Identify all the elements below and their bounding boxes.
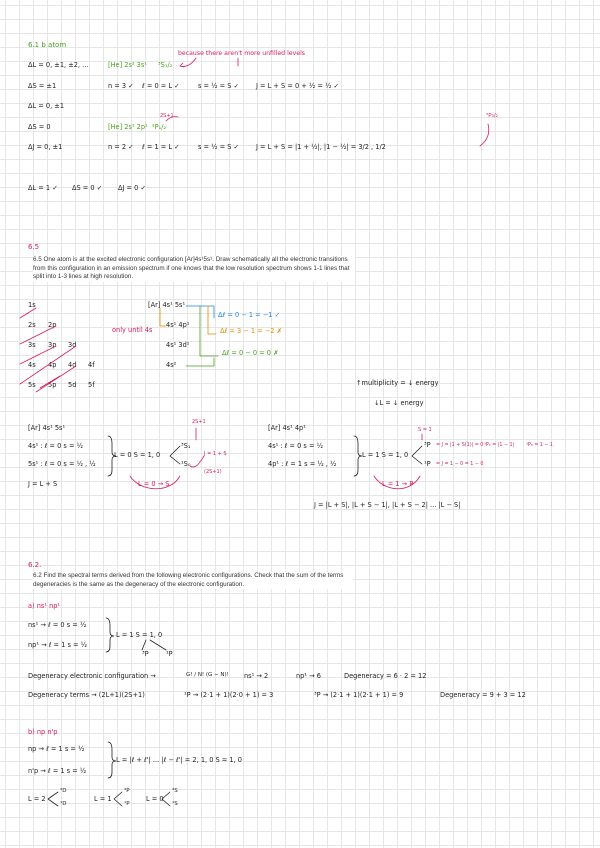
brace [108,742,116,778]
level-4s2: 4s² [166,361,177,369]
transition-blue [186,306,214,318]
left-j-note: J = 1 + S [204,451,227,457]
deg-conf-result: Degeneracy = 6 · 2 = 12 [344,672,427,680]
left-j-note-2: (2S+1) [204,469,222,475]
calc1-l: ℓ = 0 = L ✓ [142,82,180,90]
deg-terms-result: Degeneracy = 9 + 3 = 12 [440,691,526,699]
config-1: [He] 2s² 3s¹ [108,61,147,69]
j-series: J = |L + S|, |L + S − 1|, |L + S − 2| ... |L − S| [314,501,461,509]
right-ls: L = 1 S = 1, 0 [362,451,409,459]
summary-delta-s: ΔS = 0 ✓ [72,184,103,192]
b-l0: L = 0 [146,795,164,803]
calc1-s: s = ½ = S ✓ [198,82,240,90]
section-heading-6-1: 6.1 b atom [28,41,67,49]
b-l1-term-1p: ¹P [124,801,130,807]
aufbau-arrow [20,308,36,318]
section-heading-6-5: 6.5 [28,243,40,251]
b-l2: L = 2 [28,795,46,803]
right-arrow: L = 1 → P [382,480,414,488]
rule-delta-l: ΔL = 0, ±1, ±2, ... [28,61,89,69]
calc2-l: ℓ = 1 = L ✓ [142,143,180,151]
transition-orange [208,306,216,334]
orbital-label: 4f [88,361,95,369]
calc2-n: n = 2 ✓ [108,143,134,151]
orbital-label: 3s [28,341,36,349]
summary-delta-l: ΔL = 1 ✓ [28,184,58,192]
brace [354,436,362,476]
b-line-1: np → ℓ = 1 s = ½ [28,745,85,753]
orbital-label: 3p [48,341,57,349]
deg-1p: ¹P → (2·1 + 1)(2·0 + 1) = 3 [184,691,274,699]
left-line-1: 4s¹ : ℓ = 0 s = ½ [28,442,83,450]
calc2-s: s = ½ = S ✓ [198,143,240,151]
problem-6-2: 6.2 Find the spectral terms derived from the following electronic configurations. Check that the sum of the terms degeneracies is the same as the degeneracy of the electronic configuration. [33,572,353,589]
term-3-arrow [480,124,489,146]
b-l1-term-3p: ³P [124,788,130,794]
orbital-label: 3d [68,341,77,349]
right-term-2-expand: = J = 1 − 0 = 1 − 0 [436,462,484,467]
orbital-label: 4p [48,361,57,369]
left-ls: L = 0 S = 1, 0 [114,451,161,459]
part-b-label: b) np n'p [28,728,58,736]
term-2-note: 2S+1 [160,113,174,119]
left-term-2: ¹S₀ [181,460,191,468]
deg-conf-label: Degeneracy electronic configuration → [28,672,156,680]
delta-l-green: Δℓ = 0 − 0 = 0 ✗ [222,349,279,357]
b-l0-term-1s: ¹S [172,801,178,807]
problem-6-5: 6.5 One atom is at the excited electronic configuration [Ar]4s¹5s¹. Draw schematically all the electronic transitions from this configuration in an emission spectrum if one knows that the low resolution spectrum shows 1-1 lines that split into 1-3 lines at high resolution. [33,256,355,282]
a-term-1p: ¹P [166,650,173,658]
a-ls: L = 1 S = 1, 0 [116,631,163,639]
a-term-3p: ³P [142,650,149,658]
right-config: [Ar] 4s¹ 4p¹ [268,424,306,432]
left-j: J = L + S [28,480,58,488]
deg-terms-label: Degeneracy terms → (2L+1)(2S+1) [28,691,145,699]
left-config: [Ar] 4s¹ 5s¹ [28,424,66,432]
right-term-1: ³P [424,441,431,449]
b-l2-term-1d: ¹D [60,801,67,807]
calc2-j: J = L + S = |1 + ½|, |1 − ½| = 3/2 , 1/2 [256,143,386,151]
orbital-label: 5p [48,381,57,389]
deg-3p: ³P → (2·1 + 1)(2·1 + 1) = 9 [314,691,404,699]
orbital-label: 5s [28,381,36,389]
orbital-label: 2s [28,321,36,329]
b-l0-term-3s: ³S [172,788,178,794]
right-line-2: 4p¹ : ℓ = 1 s = ½ , ½ [268,460,337,468]
transition-green [200,306,218,356]
a-line-2: np¹ → ℓ = 1 s = ½ [28,641,87,649]
rule-delta-s: ΔS = ±1 [28,82,57,90]
orbital-label: 5f [88,381,95,389]
calc1-n: n = 3 ✓ [108,82,134,90]
brace [106,618,114,652]
orbital-label: 4d [68,361,77,369]
right-p0: ³P₀ = 1 − 1 [526,443,553,448]
b-l1: L = 1 [94,795,112,803]
term-2: ²P₁/₂ [152,123,167,131]
rule-delta-l-2: ΔL = 0, ±1 [28,102,65,110]
deg-np: np¹ → 6 [296,672,321,680]
deg-ns: ns¹ → 2 [244,672,269,680]
l-energy-note: ↓L = ↓ energy [374,399,424,407]
deg-conf-formula: G! / N! (G − N)! [186,672,229,678]
rule-delta-j: ΔJ = 0, ±1 [28,143,63,151]
rule-delta-s-2: ΔS = 0 [28,123,51,131]
left-arrow: L = 0 → S [138,480,170,488]
level-ar-4s-5s: [Ar] 4s¹ 5s¹ [148,301,186,309]
section-heading-6-2: 6.2. [28,561,42,569]
orbital-label: 2p [48,321,57,329]
config-2: [He] 2s¹ 2p¹ [108,123,148,131]
only-until-note: only until 4s [112,326,153,334]
annotation-arrow [180,58,196,67]
right-term-2: ¹P [424,460,431,468]
left-top-note: 2S+1 [192,419,206,425]
delta-l-orange: Δℓ = 3 − 1 = −2 ✗ [220,327,283,335]
b-line-2: n'p → ℓ = 1 s = ½ [28,767,87,775]
term-1: ³S₁/₂ [158,61,173,69]
multiplicity-note: ↑multiplicity = ↓ energy [356,379,439,387]
level-4s-4p: 4s¹ 4p¹ [166,321,190,329]
b-l2-term-3d: ³D [60,788,67,794]
b-ls: L = |ℓ + ℓ'| ... |ℓ − ℓ'| = 2, 1, 0 S = 1, 0 [116,756,242,764]
right-s-note: S = 1 [418,427,432,433]
right-p1: ³P₁ = |1 − 1| [484,443,515,448]
summary-delta-j: ΔJ = 0 ✓ [118,184,146,192]
a-line-1: ns¹ → ℓ = 0 s = ½ [28,621,87,629]
left-line-2: 5s¹ : ℓ = 0 s = ½ , ½ [28,460,96,468]
orbital-label: 4s [28,361,36,369]
part-a-label: a) ns¹ np¹ [28,602,61,610]
right-term-1-expand: = J = |1 + S(1)| = 0 [436,443,484,448]
delta-l-blue: Δℓ = 0 − 1 = −1 ✓ [218,311,281,319]
orbital-label: 1s [28,301,36,309]
right-line-1: 4s¹ : ℓ = 0 s = ½ [268,442,323,450]
orbital-label: 5d [68,381,77,389]
annotation-unfilled: because there aren't more unfilled levels [178,50,306,57]
term-3: ²P₃/₂ [486,113,498,119]
left-term-1: ³S₁ [181,442,191,450]
calc1-j: J = L + S = 0 + ½ = ½ ✓ [256,82,339,90]
level-4s-3d: 4s¹ 3d¹ [166,341,190,349]
